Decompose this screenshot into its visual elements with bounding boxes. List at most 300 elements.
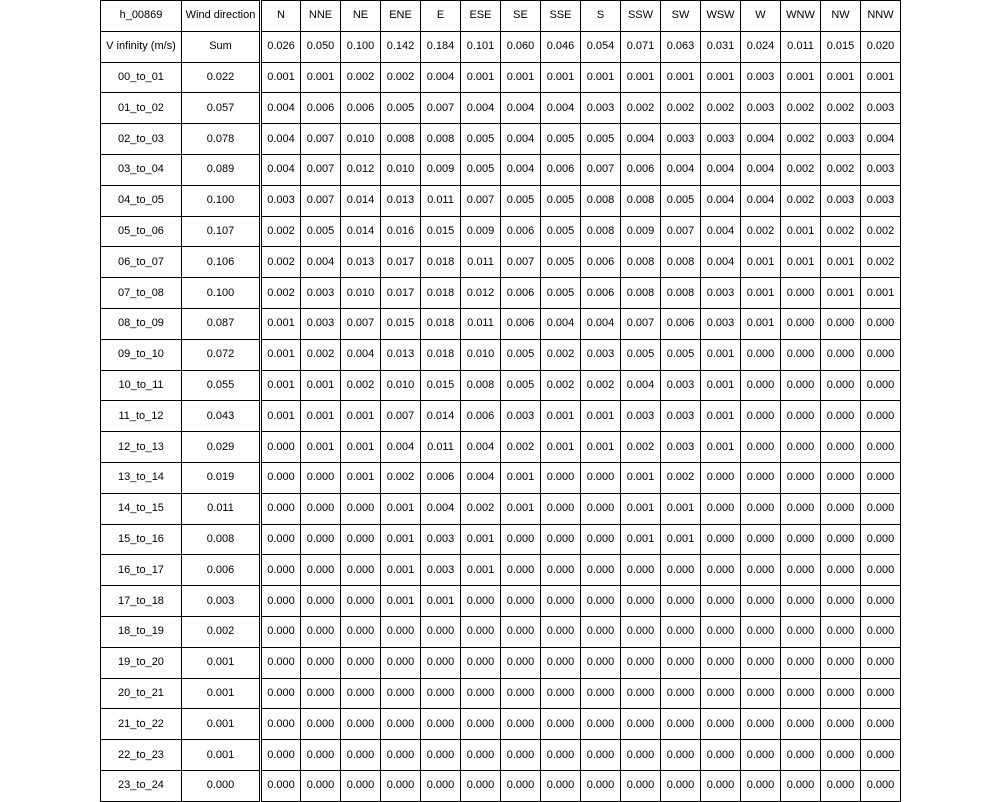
frequency-cell: 0.000 — [381, 616, 421, 647]
frequency-cell: 0.001 — [461, 62, 501, 93]
frequency-cell: 0.001 — [261, 339, 301, 370]
table-row — [101, 247, 901, 278]
frequency-cell: 0.000 — [301, 709, 341, 740]
frequency-cell: 0.004 — [461, 93, 501, 124]
frequency-cell: 0.000 — [701, 462, 741, 493]
frequency-cell: 0.002 — [541, 370, 581, 401]
frequency-cell: 0.000 — [701, 524, 741, 555]
frequency-cell: 0.000 — [661, 740, 701, 771]
row-sum-cell: 0.003 — [182, 586, 261, 617]
frequency-cell: 0.000 — [301, 462, 341, 493]
table-row — [101, 185, 901, 216]
frequency-cell: 0.000 — [341, 709, 381, 740]
direction-header-nnw: NNW — [861, 1, 901, 32]
frequency-cell: 0.000 — [621, 647, 661, 678]
speed-bin-label-cell: 10_to_11 — [101, 370, 182, 401]
frequency-cell: 0.001 — [541, 401, 581, 432]
frequency-cell: 0.000 — [621, 740, 661, 771]
frequency-cell: 0.001 — [381, 555, 421, 586]
frequency-cell: 0.001 — [861, 62, 901, 93]
frequency-cell: 0.012 — [461, 278, 501, 309]
frequency-cell: 0.002 — [701, 93, 741, 124]
frequency-cell: 0.000 — [781, 524, 821, 555]
frequency-cell: 0.000 — [301, 555, 341, 586]
frequency-cell: 0.012 — [341, 154, 381, 185]
frequency-cell: 0.001 — [661, 524, 701, 555]
frequency-cell: 0.002 — [741, 216, 781, 247]
frequency-cell: 0.000 — [261, 524, 301, 555]
frequency-cell: 0.001 — [581, 432, 621, 463]
frequency-cell: 0.002 — [461, 493, 501, 524]
frequency-cell: 0.001 — [381, 586, 421, 617]
speed-bin-label-cell: 19_to_20 — [101, 647, 182, 678]
direction-header-wnw: WNW — [781, 1, 821, 32]
frequency-cell: 0.000 — [581, 586, 621, 617]
frequency-cell: 0.004 — [861, 124, 901, 155]
frequency-cell: 0.018 — [421, 308, 461, 339]
frequency-cell: 0.000 — [741, 770, 781, 801]
frequency-cell: 0.003 — [861, 154, 901, 185]
frequency-cell: 0.006 — [581, 278, 621, 309]
speed-bin-label-cell: 08_to_09 — [101, 308, 182, 339]
frequency-cell: 0.000 — [861, 647, 901, 678]
frequency-cell: 0.006 — [581, 247, 621, 278]
frequency-cell: 0.002 — [861, 247, 901, 278]
frequency-cell: 0.001 — [701, 401, 741, 432]
frequency-cell: 0.000 — [861, 709, 901, 740]
direction-header-wsw: WSW — [701, 1, 741, 32]
frequency-cell: 0.001 — [501, 462, 541, 493]
frequency-cell: 0.000 — [861, 678, 901, 709]
frequency-cell: 0.006 — [501, 216, 541, 247]
speed-bin-label-cell: 04_to_05 — [101, 185, 182, 216]
frequency-cell: 0.000 — [701, 647, 741, 678]
row-sum-cell: 0.106 — [182, 247, 261, 278]
frequency-cell: 0.002 — [541, 339, 581, 370]
frequency-cell: 0.002 — [781, 93, 821, 124]
table-row — [101, 401, 901, 432]
frequency-cell: 0.003 — [501, 401, 541, 432]
direction-header-e: E — [421, 1, 461, 32]
frequency-cell: 0.000 — [861, 616, 901, 647]
frequency-cell: 0.007 — [661, 216, 701, 247]
frequency-cell: 0.000 — [301, 770, 341, 801]
table-row — [101, 339, 901, 370]
table-row — [101, 154, 901, 185]
speed-bin-label-cell: 11_to_12 — [101, 401, 182, 432]
frequency-cell: 0.000 — [821, 740, 861, 771]
frequency-cell: 0.003 — [421, 555, 461, 586]
frequency-cell: 0.001 — [621, 524, 661, 555]
frequency-cell: 0.000 — [741, 678, 781, 709]
frequency-cell: 0.006 — [461, 401, 501, 432]
frequency-cell: 0.004 — [501, 124, 541, 155]
direction-total-cell: 0.046 — [541, 31, 581, 62]
frequency-cell: 0.009 — [621, 216, 661, 247]
frequency-cell: 0.000 — [461, 740, 501, 771]
frequency-cell: 0.000 — [301, 678, 341, 709]
table-row — [101, 308, 901, 339]
frequency-cell: 0.004 — [701, 247, 741, 278]
speed-bin-label-cell: 00_to_01 — [101, 62, 182, 93]
direction-total-cell: 0.015 — [821, 31, 861, 62]
frequency-cell: 0.000 — [701, 678, 741, 709]
frequency-cell: 0.002 — [861, 216, 901, 247]
frequency-cell: 0.003 — [421, 524, 461, 555]
frequency-cell: 0.000 — [741, 555, 781, 586]
frequency-cell: 0.000 — [421, 770, 461, 801]
direction-header-se: SE — [501, 1, 541, 32]
frequency-cell: 0.007 — [341, 308, 381, 339]
frequency-cell: 0.001 — [261, 401, 301, 432]
frequency-cell: 0.000 — [581, 740, 621, 771]
frequency-cell: 0.001 — [861, 278, 901, 309]
speed-bin-label-cell: 14_to_15 — [101, 493, 182, 524]
frequency-cell: 0.000 — [861, 586, 901, 617]
frequency-cell: 0.000 — [541, 555, 581, 586]
frequency-cell: 0.002 — [621, 93, 661, 124]
frequency-cell: 0.000 — [861, 370, 901, 401]
direction-header-nne: NNE — [301, 1, 341, 32]
table-row — [101, 555, 901, 586]
frequency-cell: 0.008 — [621, 185, 661, 216]
frequency-cell: 0.000 — [541, 616, 581, 647]
frequency-cell: 0.000 — [741, 524, 781, 555]
row-sum-cell: 0.100 — [182, 185, 261, 216]
frequency-cell: 0.000 — [461, 586, 501, 617]
frequency-cell: 0.001 — [261, 62, 301, 93]
frequency-cell: 0.007 — [301, 124, 341, 155]
frequency-cell: 0.000 — [821, 308, 861, 339]
frequency-cell: 0.000 — [781, 493, 821, 524]
speed-bin-label-cell: 21_to_22 — [101, 709, 182, 740]
frequency-cell: 0.003 — [261, 185, 301, 216]
frequency-cell: 0.004 — [701, 216, 741, 247]
frequency-cell: 0.000 — [781, 678, 821, 709]
direction-total-cell: 0.071 — [621, 31, 661, 62]
frequency-cell: 0.003 — [661, 401, 701, 432]
frequency-cell: 0.002 — [781, 124, 821, 155]
frequency-cell: 0.000 — [821, 493, 861, 524]
speed-bin-label-cell: 16_to_17 — [101, 555, 182, 586]
frequency-cell: 0.004 — [541, 308, 581, 339]
frequency-cell: 0.001 — [381, 524, 421, 555]
frequency-cell: 0.001 — [541, 62, 581, 93]
frequency-cell: 0.006 — [621, 154, 661, 185]
frequency-cell: 0.000 — [541, 678, 581, 709]
row-sum-cell: 0.019 — [182, 462, 261, 493]
frequency-cell: 0.001 — [661, 493, 701, 524]
frequency-cell: 0.018 — [421, 339, 461, 370]
frequency-cell: 0.015 — [421, 216, 461, 247]
direction-total-cell: 0.050 — [301, 31, 341, 62]
frequency-cell: 0.000 — [661, 616, 701, 647]
table-row — [101, 740, 901, 771]
row-sum-cell: 0.100 — [182, 278, 261, 309]
direction-total-cell: 0.011 — [781, 31, 821, 62]
frequency-cell: 0.000 — [541, 462, 581, 493]
frequency-cell: 0.003 — [301, 308, 341, 339]
frequency-cell: 0.000 — [501, 616, 541, 647]
frequency-cell: 0.006 — [661, 308, 701, 339]
frequency-cell: 0.010 — [381, 154, 421, 185]
frequency-cell: 0.005 — [541, 185, 581, 216]
table-row — [101, 370, 901, 401]
frequency-cell: 0.001 — [421, 586, 461, 617]
frequency-cell: 0.011 — [461, 308, 501, 339]
frequency-cell: 0.004 — [701, 154, 741, 185]
frequency-cell: 0.000 — [501, 678, 541, 709]
frequency-cell: 0.005 — [541, 278, 581, 309]
frequency-cell: 0.000 — [621, 678, 661, 709]
frequency-cell: 0.008 — [461, 370, 501, 401]
frequency-cell: 0.001 — [581, 62, 621, 93]
frequency-cell: 0.000 — [261, 586, 301, 617]
frequency-cell: 0.000 — [541, 770, 581, 801]
frequency-cell: 0.000 — [461, 616, 501, 647]
row-sum-cell: 0.057 — [182, 93, 261, 124]
totals-row-label-cell: V infinity (m/s) — [101, 31, 182, 62]
frequency-cell: 0.003 — [861, 185, 901, 216]
frequency-cell: 0.005 — [621, 339, 661, 370]
header-row — [101, 1, 901, 32]
frequency-cell: 0.004 — [421, 493, 461, 524]
frequency-cell: 0.000 — [501, 524, 541, 555]
frequency-cell: 0.002 — [341, 62, 381, 93]
frequency-cell: 0.001 — [781, 247, 821, 278]
frequency-cell: 0.000 — [781, 586, 821, 617]
frequency-cell: 0.005 — [541, 216, 581, 247]
frequency-cell: 0.013 — [381, 339, 421, 370]
frequency-cell: 0.003 — [741, 62, 781, 93]
frequency-cell: 0.000 — [821, 432, 861, 463]
direction-total-cell: 0.054 — [581, 31, 621, 62]
frequency-cell: 0.013 — [381, 185, 421, 216]
frequency-cell: 0.000 — [821, 339, 861, 370]
direction-total-cell: 0.060 — [501, 31, 541, 62]
frequency-cell: 0.007 — [421, 93, 461, 124]
frequency-cell: 0.000 — [381, 740, 421, 771]
frequency-cell: 0.011 — [461, 247, 501, 278]
speed-bin-label-cell: 06_to_07 — [101, 247, 182, 278]
frequency-cell: 0.000 — [621, 770, 661, 801]
frequency-cell: 0.008 — [661, 247, 701, 278]
frequency-cell: 0.001 — [461, 555, 501, 586]
frequency-cell: 0.000 — [541, 524, 581, 555]
row-sum-cell: 0.072 — [182, 339, 261, 370]
frequency-cell: 0.000 — [261, 647, 301, 678]
frequency-cell: 0.001 — [621, 62, 661, 93]
frequency-cell: 0.000 — [501, 586, 541, 617]
direction-header-ese: ESE — [461, 1, 501, 32]
frequency-cell: 0.000 — [701, 616, 741, 647]
frequency-cell: 0.004 — [741, 185, 781, 216]
row-sum-cell: 0.055 — [182, 370, 261, 401]
direction-total-cell: 0.101 — [461, 31, 501, 62]
frequency-cell: 0.002 — [581, 370, 621, 401]
frequency-cell: 0.000 — [421, 647, 461, 678]
frequency-cell: 0.014 — [421, 401, 461, 432]
frequency-cell: 0.002 — [261, 216, 301, 247]
frequency-cell: 0.000 — [421, 616, 461, 647]
frequency-cell: 0.000 — [701, 493, 741, 524]
frequency-cell: 0.000 — [621, 586, 661, 617]
frequency-cell: 0.004 — [461, 462, 501, 493]
frequency-cell: 0.005 — [501, 185, 541, 216]
frequency-cell: 0.000 — [821, 586, 861, 617]
frequency-cell: 0.001 — [461, 524, 501, 555]
frequency-cell: 0.000 — [861, 308, 901, 339]
frequency-cell: 0.013 — [341, 247, 381, 278]
speed-bin-label-cell: 12_to_13 — [101, 432, 182, 463]
frequency-cell: 0.000 — [781, 370, 821, 401]
frequency-cell: 0.000 — [341, 524, 381, 555]
frequency-cell: 0.000 — [381, 770, 421, 801]
frequency-cell: 0.000 — [501, 647, 541, 678]
speed-bin-label-cell: 05_to_06 — [101, 216, 182, 247]
frequency-cell: 0.003 — [301, 278, 341, 309]
frequency-cell: 0.004 — [301, 247, 341, 278]
frequency-cell: 0.001 — [301, 401, 341, 432]
frequency-cell: 0.001 — [301, 432, 341, 463]
frequency-cell: 0.000 — [581, 770, 621, 801]
frequency-cell: 0.002 — [261, 247, 301, 278]
frequency-cell: 0.003 — [701, 124, 741, 155]
frequency-cell: 0.000 — [741, 709, 781, 740]
frequency-cell: 0.008 — [381, 124, 421, 155]
frequency-cell: 0.000 — [581, 493, 621, 524]
frequency-cell: 0.005 — [661, 339, 701, 370]
frequency-cell: 0.000 — [621, 709, 661, 740]
frequency-cell: 0.002 — [381, 62, 421, 93]
frequency-cell: 0.004 — [741, 154, 781, 185]
frequency-cell: 0.002 — [501, 432, 541, 463]
frequency-cell: 0.000 — [861, 401, 901, 432]
frequency-cell: 0.004 — [381, 432, 421, 463]
frequency-cell: 0.000 — [581, 647, 621, 678]
frequency-cell: 0.000 — [781, 339, 821, 370]
frequency-cell: 0.000 — [701, 555, 741, 586]
row-sum-cell: 0.001 — [182, 678, 261, 709]
frequency-cell: 0.002 — [821, 216, 861, 247]
frequency-cell: 0.003 — [701, 278, 741, 309]
frequency-cell: 0.000 — [781, 647, 821, 678]
frequency-cell: 0.000 — [781, 709, 821, 740]
row-sum-cell: 0.002 — [182, 616, 261, 647]
frequency-cell: 0.000 — [741, 493, 781, 524]
frequency-cell: 0.001 — [821, 62, 861, 93]
frequency-cell: 0.000 — [421, 678, 461, 709]
frequency-cell: 0.000 — [261, 740, 301, 771]
speed-bin-label-cell: 03_to_04 — [101, 154, 182, 185]
frequency-cell: 0.005 — [541, 124, 581, 155]
frequency-cell: 0.001 — [501, 62, 541, 93]
speed-bin-label-cell: 17_to_18 — [101, 586, 182, 617]
frequency-cell: 0.002 — [781, 154, 821, 185]
frequency-cell: 0.004 — [261, 93, 301, 124]
frequency-cell: 0.010 — [461, 339, 501, 370]
frequency-cell: 0.006 — [301, 93, 341, 124]
frequency-cell: 0.005 — [541, 247, 581, 278]
frequency-cell: 0.009 — [461, 216, 501, 247]
row-sum-cell: 0.006 — [182, 555, 261, 586]
frequency-cell: 0.000 — [701, 770, 741, 801]
frequency-cell: 0.001 — [621, 493, 661, 524]
frequency-cell: 0.000 — [661, 647, 701, 678]
sum-header-cell: Sum — [182, 31, 261, 62]
frequency-cell: 0.008 — [421, 124, 461, 155]
frequency-cell: 0.000 — [261, 709, 301, 740]
frequency-cell: 0.000 — [341, 770, 381, 801]
frequency-cell: 0.000 — [261, 432, 301, 463]
frequency-cell: 0.000 — [741, 647, 781, 678]
frequency-cell: 0.004 — [341, 339, 381, 370]
frequency-cell: 0.004 — [541, 93, 581, 124]
frequency-cell: 0.000 — [301, 647, 341, 678]
frequency-cell: 0.000 — [341, 555, 381, 586]
frequency-cell: 0.003 — [661, 124, 701, 155]
speed-bin-label-cell: 20_to_21 — [101, 678, 182, 709]
frequency-cell: 0.002 — [821, 154, 861, 185]
frequency-cell: 0.000 — [301, 740, 341, 771]
frequency-cell: 0.001 — [621, 462, 661, 493]
frequency-cell: 0.002 — [341, 370, 381, 401]
frequency-cell: 0.000 — [821, 555, 861, 586]
direction-total-cell: 0.142 — [381, 31, 421, 62]
frequency-cell: 0.000 — [781, 278, 821, 309]
frequency-cell: 0.000 — [461, 678, 501, 709]
frequency-cell: 0.003 — [621, 401, 661, 432]
frequency-cell: 0.000 — [381, 709, 421, 740]
frequency-cell: 0.017 — [381, 278, 421, 309]
table-row — [101, 647, 901, 678]
totals-row — [101, 31, 901, 62]
frequency-cell: 0.000 — [261, 555, 301, 586]
direction-header-sw: SW — [661, 1, 701, 32]
frequency-cell: 0.002 — [661, 462, 701, 493]
frequency-cell: 0.002 — [821, 93, 861, 124]
frequency-cell: 0.000 — [861, 339, 901, 370]
frequency-cell: 0.000 — [341, 493, 381, 524]
frequency-cell: 0.000 — [501, 740, 541, 771]
speed-bin-label-cell: 23_to_24 — [101, 770, 182, 801]
frequency-cell: 0.000 — [581, 678, 621, 709]
table-row — [101, 709, 901, 740]
frequency-cell: 0.000 — [541, 586, 581, 617]
frequency-cell: 0.000 — [461, 647, 501, 678]
frequency-cell: 0.000 — [781, 308, 821, 339]
frequency-cell: 0.004 — [701, 185, 741, 216]
frequency-cell: 0.000 — [301, 493, 341, 524]
frequency-cell: 0.000 — [741, 370, 781, 401]
frequency-cell: 0.004 — [661, 154, 701, 185]
frequency-cell: 0.011 — [421, 432, 461, 463]
frequency-cell: 0.003 — [581, 93, 621, 124]
wind-frequency-table — [100, 0, 901, 802]
frequency-cell: 0.000 — [541, 647, 581, 678]
row-sum-cell: 0.008 — [182, 524, 261, 555]
frequency-cell: 0.008 — [581, 185, 621, 216]
frequency-cell: 0.000 — [581, 616, 621, 647]
frequency-cell: 0.001 — [301, 370, 341, 401]
frequency-cell: 0.000 — [741, 401, 781, 432]
frequency-cell: 0.000 — [261, 493, 301, 524]
frequency-cell: 0.000 — [581, 462, 621, 493]
frequency-cell: 0.000 — [541, 709, 581, 740]
frequency-cell: 0.002 — [781, 185, 821, 216]
frequency-cell: 0.002 — [381, 462, 421, 493]
table-row — [101, 586, 901, 617]
